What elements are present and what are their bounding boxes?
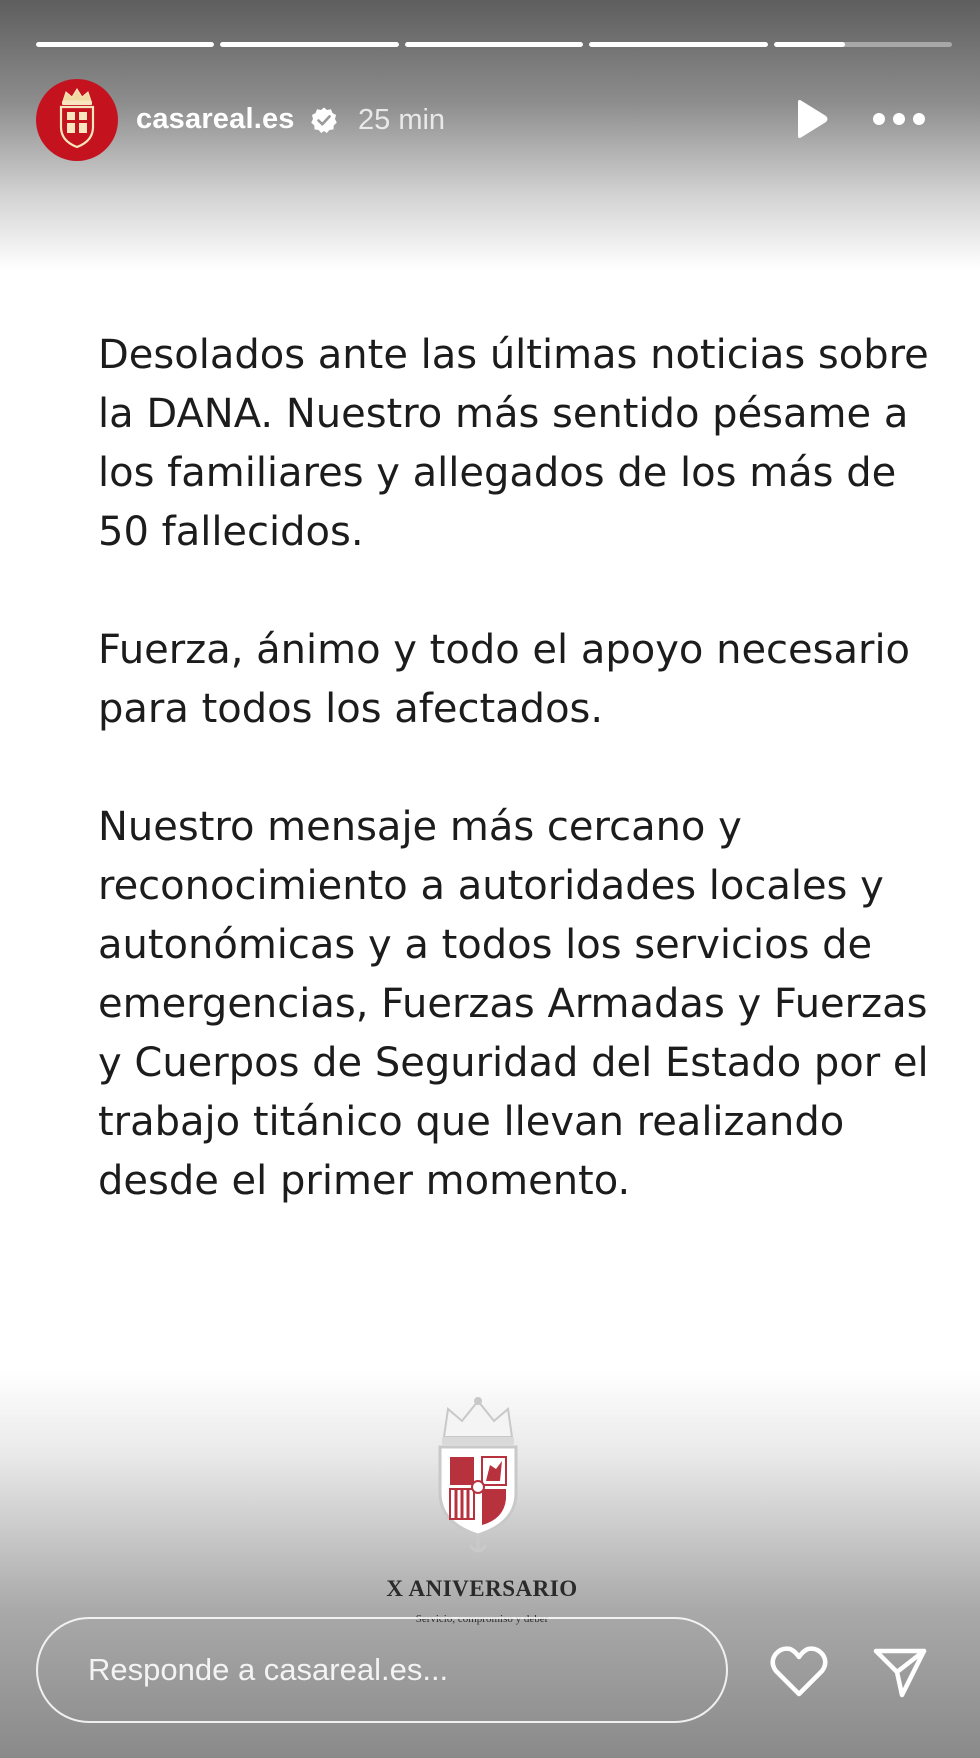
- reply-input[interactable]: [36, 1617, 728, 1723]
- avatar[interactable]: [36, 79, 118, 161]
- royal-crest-logo: [420, 1395, 536, 1560]
- progress-segment: [220, 42, 398, 47]
- anniversary-title: X ANIVERSARIO: [386, 1576, 578, 1601]
- progress-segment: [36, 42, 214, 47]
- play-icon[interactable]: [788, 97, 832, 141]
- message-paragraph: Nuestro mensaje más cercano y reconocimiento a autoridades locales y autonómicas y a todos los servicios de emergencias, Fuerzas Armadas y Fuerzas y Cuerpos de Seguridad del Estado por el trabajo titánico que llevan realizando desde el primer momento.: [98, 804, 929, 1204]
- story-progress-bar: [36, 42, 952, 47]
- progress-segment: [405, 42, 583, 47]
- more-horizontal-icon[interactable]: [870, 108, 928, 130]
- timestamp: 25 min: [358, 104, 446, 136]
- heart-icon[interactable]: [768, 1643, 830, 1699]
- username[interactable]: casareal.es: [136, 103, 295, 135]
- message-paragraph: Fuerza, ánimo y todo el apoyo necesario para todos los afectados.: [98, 627, 911, 732]
- progress-segment-active: [774, 42, 952, 47]
- story-message: [98, 326, 948, 1211]
- message-paragraph: Desolados ante las últimas noticias sobre la DANA. Nuestro más sentido pésame a los familiares y allegados de los más de 50 fallecidos.: [98, 332, 929, 555]
- anniversary-tagline: Servicio, compromiso y deber: [415, 1613, 549, 1625]
- progress-segment: [589, 42, 767, 47]
- royal-crest-icon: [49, 87, 105, 153]
- send-icon[interactable]: [872, 1645, 928, 1699]
- verified-badge-icon: [310, 106, 338, 134]
